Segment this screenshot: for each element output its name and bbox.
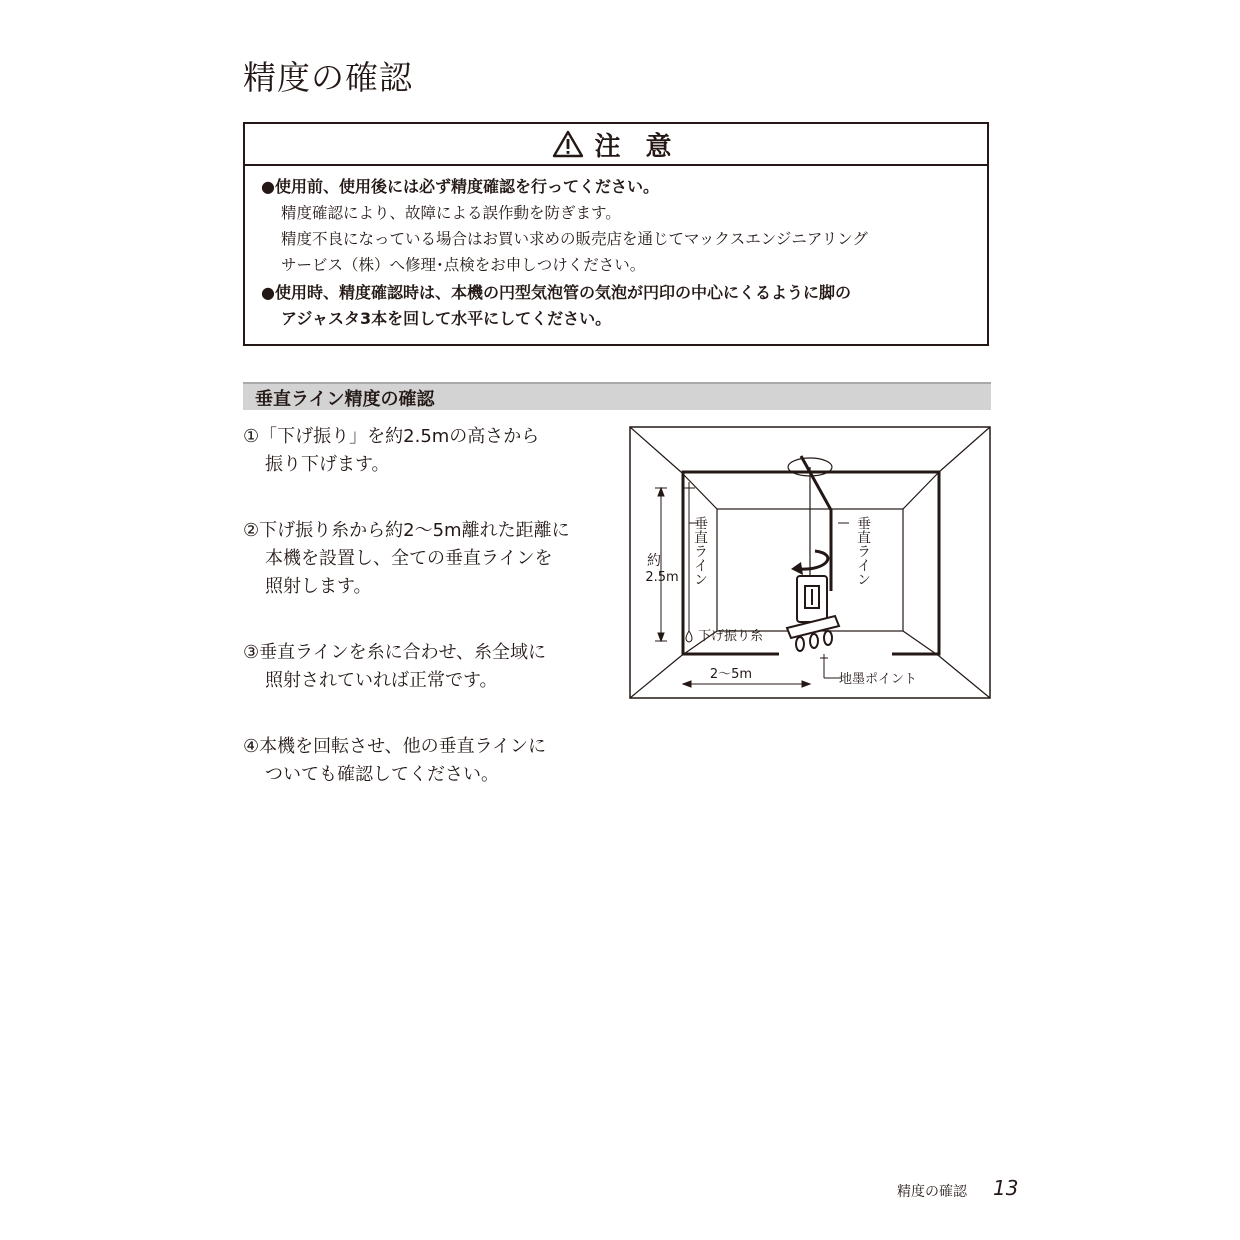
plumb-bob-icon: [686, 631, 692, 642]
caution-box: [243, 122, 989, 346]
step-number: ①: [243, 426, 260, 447]
floor-point-label: 地墨ポイント: [839, 672, 918, 687]
step-text: 「下げ振り」を約2.5mの高さから: [259, 426, 540, 447]
caution-item-1-line: 精度不良になっている場合はお買い求めの販売店を通じてマックスエンジニアリング: [281, 230, 868, 248]
step-2: [243, 517, 570, 601]
caution-item-1-bullet: ●使用前、使用後には必ず精度確認を行ってください。: [261, 177, 659, 196]
step-number: ④: [243, 736, 260, 757]
section-header: [243, 382, 991, 410]
footer-label: 精度の確認: [897, 1184, 967, 1200]
vertical-line-label-left: 垂直ライン: [692, 516, 708, 586]
caution-title: 注 意: [594, 131, 680, 162]
step-text: 振り下げます。: [265, 454, 390, 475]
caution-item-1-line: サービス（株）へ修理･点検をお申しつけください。: [281, 256, 646, 274]
floor-point-marker: [820, 654, 841, 678]
step-text: 下げ振り糸から約2〜5m離れた距離に: [259, 520, 570, 541]
step-number: ③: [243, 642, 260, 663]
step-text: ついても確認してください。: [265, 764, 499, 785]
height-label-1: 約: [647, 553, 661, 569]
step-text: 照射されていれば正常です。: [265, 670, 498, 691]
room-diagram: [629, 426, 991, 699]
warning-triangle-icon: [552, 130, 584, 158]
caution-header: [245, 124, 987, 166]
step-4: [243, 733, 546, 789]
step-text: 照射します。: [265, 576, 372, 597]
section-title: 垂直ライン精度の確認: [255, 389, 435, 410]
vertical-line-label-right: 垂直ライン: [855, 516, 871, 586]
plumb-label: 下げ振り糸: [698, 629, 764, 644]
step-text: 本機を回転させ、他の垂直ラインに: [259, 736, 547, 757]
caution-item-1-line: 精度確認により、故障による誤作動を防ぎます。: [281, 204, 621, 222]
caution-body: [261, 174, 977, 332]
rotation-arrowhead: [791, 562, 803, 575]
step-number: ②: [243, 520, 260, 541]
step-1: [243, 423, 539, 479]
page-title: 精度の確認: [243, 58, 413, 97]
rotation-arrow-icon: [799, 551, 828, 569]
distance-label: 2〜5m: [709, 667, 753, 682]
step-text: 垂直ラインを糸に合わせ、糸全域に: [259, 642, 547, 663]
caution-item-2-line: アジャスタ3本を回して水平にしてください。: [281, 309, 612, 328]
height-label-2: 2.5m: [645, 570, 679, 585]
step-text: 本機を設置し、全ての垂直ラインを: [265, 548, 553, 569]
step-3: [243, 639, 546, 695]
caution-item-2-bullet: ●使用時、精度確認時は、本機の円型気泡管の気泡が円印の中心にくるように脚の: [261, 283, 851, 302]
page-number: 13: [993, 1176, 1019, 1200]
